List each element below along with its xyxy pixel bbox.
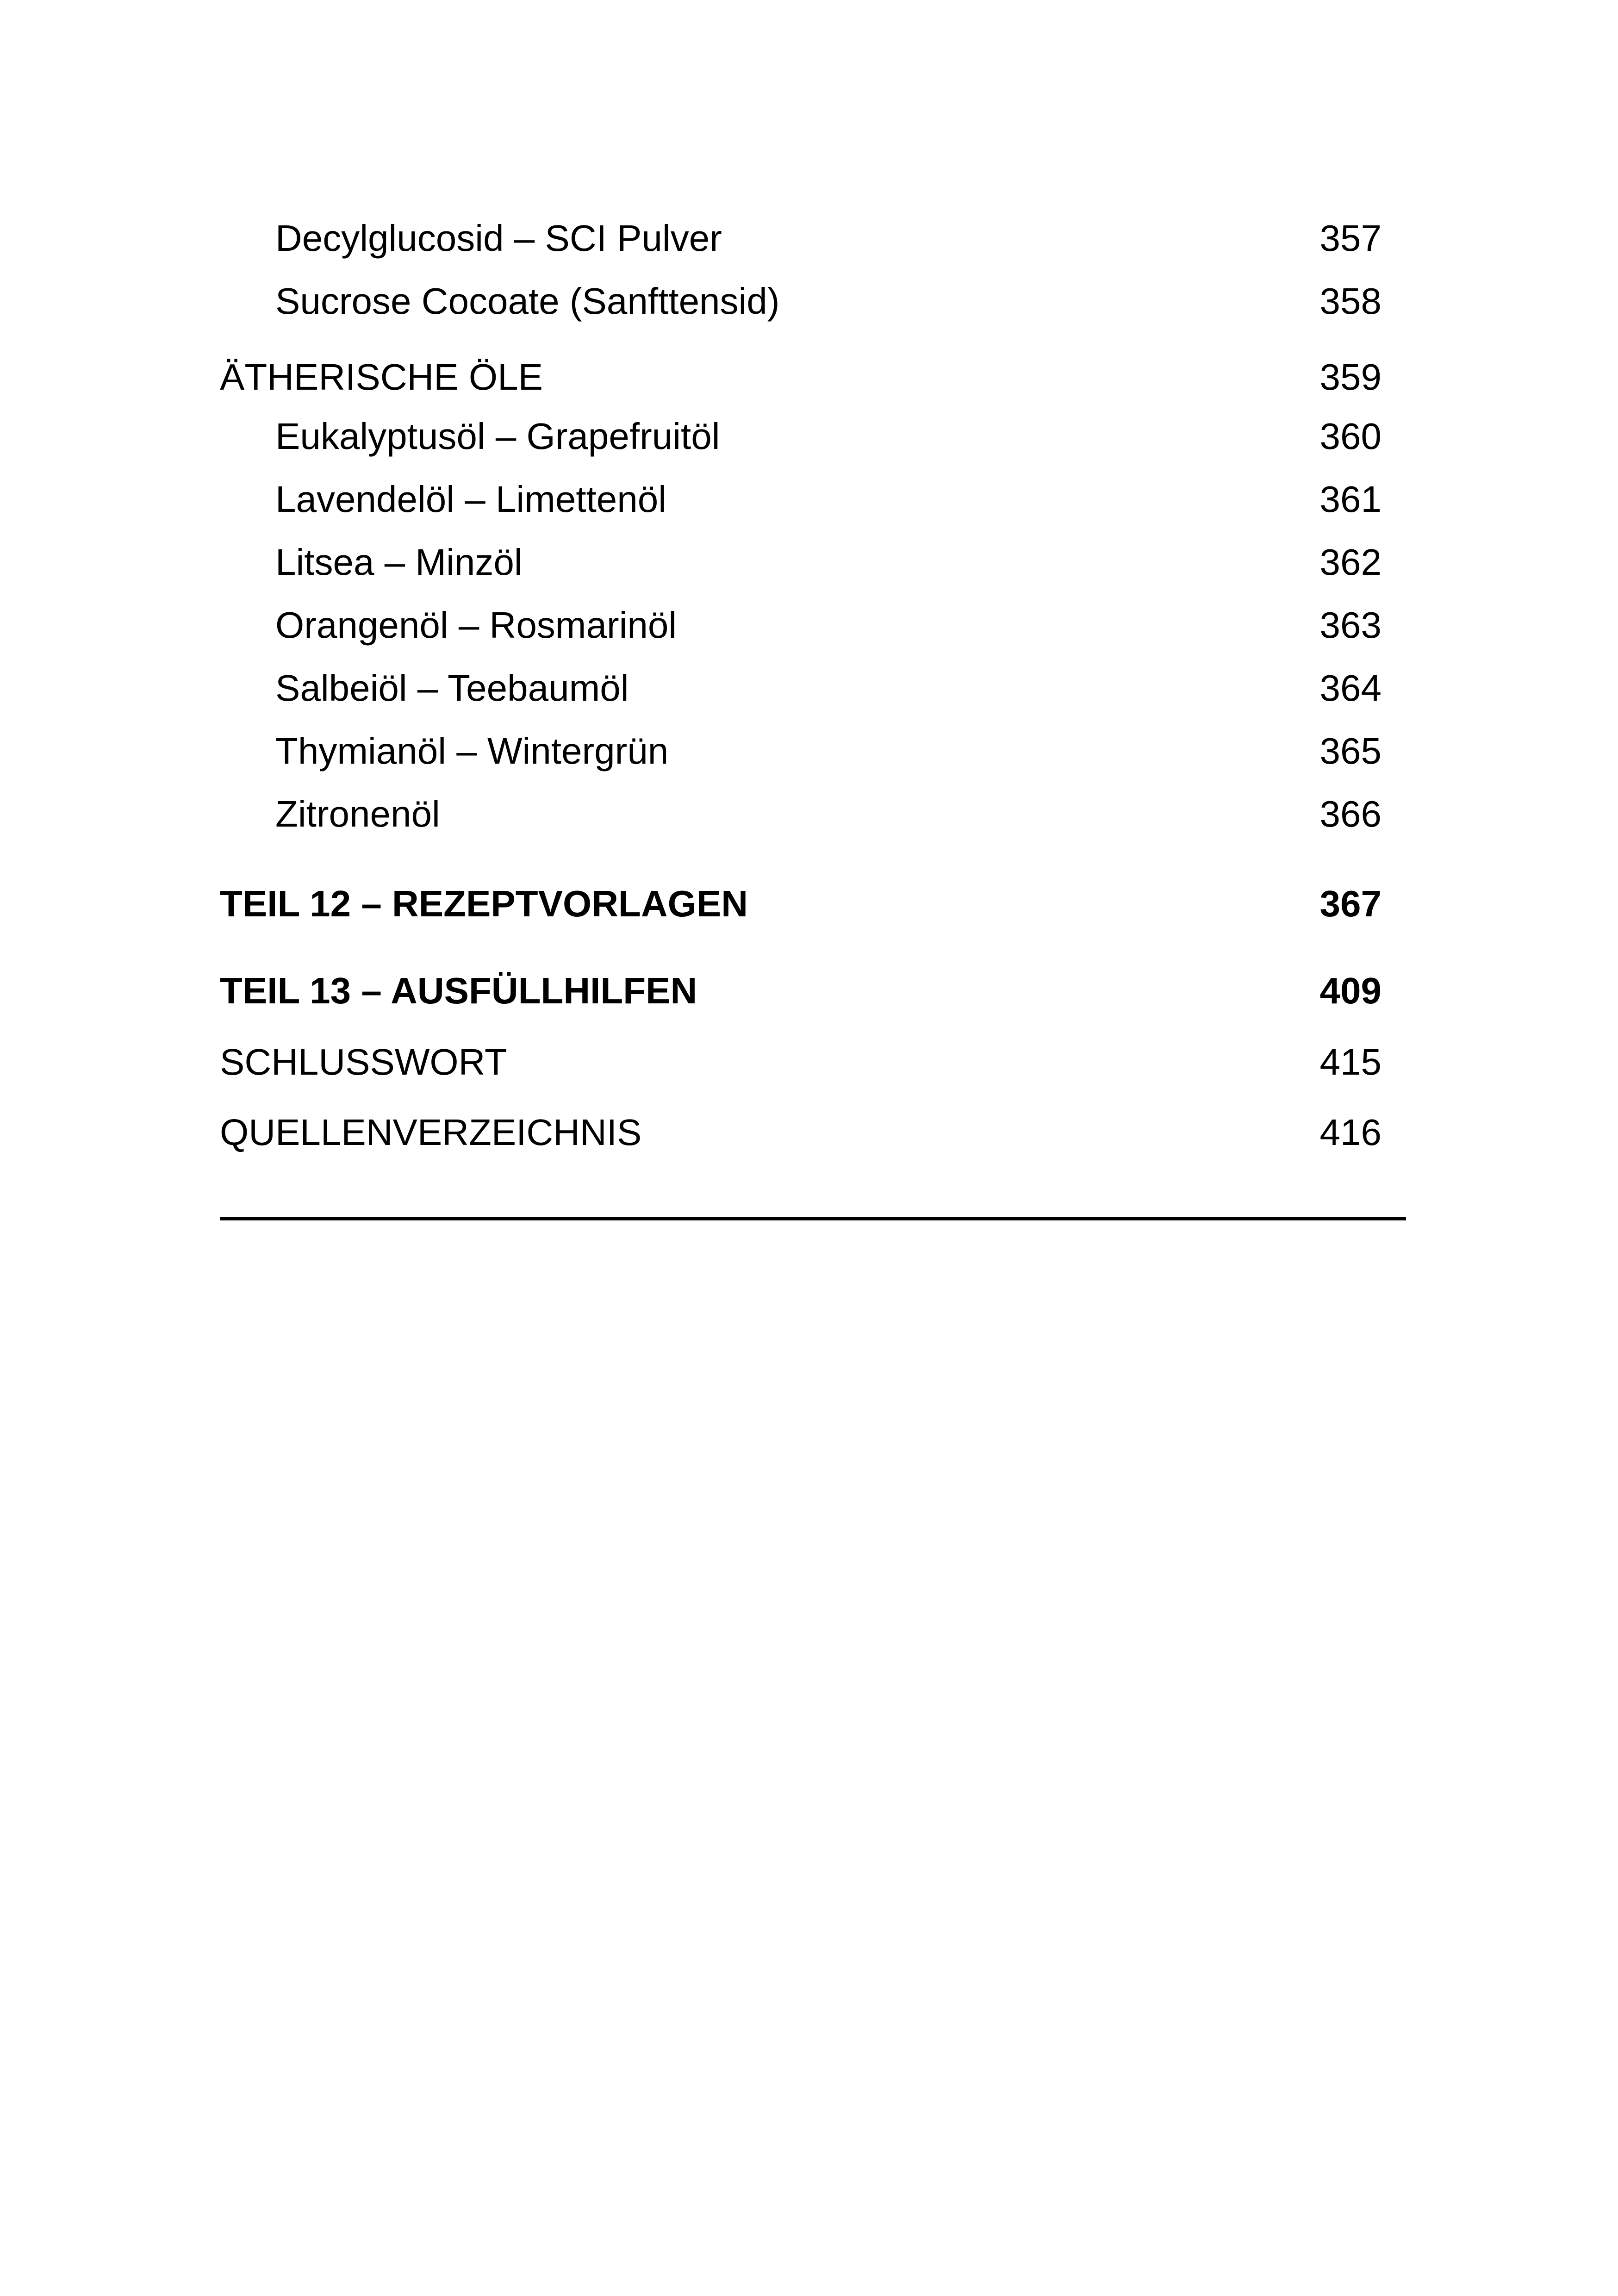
toc-entry-page-number: 415 — [1319, 1041, 1382, 1083]
toc-entry-page-number: 362 — [1319, 541, 1382, 583]
toc-entry-page-number: 361 — [1319, 479, 1382, 520]
toc-entry-zitronenoel — [220, 789, 1382, 840]
toc-part-teil-13 — [220, 965, 1382, 1016]
toc-entry-page-number: 366 — [1319, 793, 1382, 834]
toc-entry-page-number: 416 — [1319, 1112, 1382, 1153]
toc-entry-page-number: 363 — [1319, 604, 1382, 646]
toc-entry-title: QUELLENVERZEICHNIS — [220, 1112, 642, 1153]
toc-entry-title: Thymianöl – Wintergrün — [275, 730, 669, 772]
toc-entry-decylglucosid — [220, 213, 1382, 264]
toc-entry-title: Decylglucosid – SCI Pulver — [275, 218, 722, 259]
toc-entry-lavendeloel — [220, 474, 1382, 525]
toc-section-quellenverzeichnis — [220, 1107, 1382, 1158]
toc-entry-page-number: 364 — [1319, 667, 1382, 709]
toc-entry-title: SCHLUSSWORT — [220, 1041, 507, 1083]
toc-entry-title: TEIL 13 – AUSFÜLLHILFEN — [220, 970, 697, 1011]
toc-entry-orangenoel — [220, 600, 1382, 651]
toc-entry-page-number: 409 — [1319, 970, 1382, 1011]
toc-entry-salbeioel — [220, 663, 1382, 714]
toc-entry-page-number: 365 — [1319, 730, 1382, 772]
toc-entry-eukalyptusoel — [220, 411, 1382, 462]
toc-section-schlusswort — [220, 1037, 1382, 1088]
toc-entry-title: Sucrose Cocoate (Sanfttensid) — [275, 280, 780, 322]
toc-entry-sucrose-cocoate — [220, 276, 1382, 327]
toc-entry-page-number: 367 — [1319, 883, 1382, 924]
toc-entry-title: Eukalyptusöl – Grapefruitöl — [275, 416, 720, 457]
toc-entry-title: Zitronenöl — [275, 793, 440, 834]
toc-entry-page-number: 360 — [1319, 416, 1382, 457]
toc-part-teil-12 — [220, 878, 1382, 929]
toc-entry-page-number: 358 — [1319, 280, 1382, 322]
toc-entry-page-number: 357 — [1319, 218, 1382, 259]
toc-entry-title: TEIL 12 – REZEPTVORLAGEN — [220, 883, 748, 924]
end-divider-line — [220, 1217, 1406, 1220]
toc-entry-title: Orangenöl – Rosmarinöl — [275, 604, 677, 646]
toc-entry-title: Lavendelöl – Limettenöl — [275, 479, 667, 520]
toc-entry-litsea — [220, 537, 1382, 588]
toc-entry-title: Litsea – Minzöl — [275, 541, 523, 583]
toc-entry-title: ÄTHERISCHE ÖLE — [220, 356, 543, 398]
toc-entry-page-number: 359 — [1319, 356, 1382, 398]
toc-entry-thymianoel — [220, 726, 1382, 777]
toc-entry-title: Salbeiöl – Teebaumöl — [275, 667, 629, 709]
toc-section-aetherische-oele — [220, 352, 1382, 403]
